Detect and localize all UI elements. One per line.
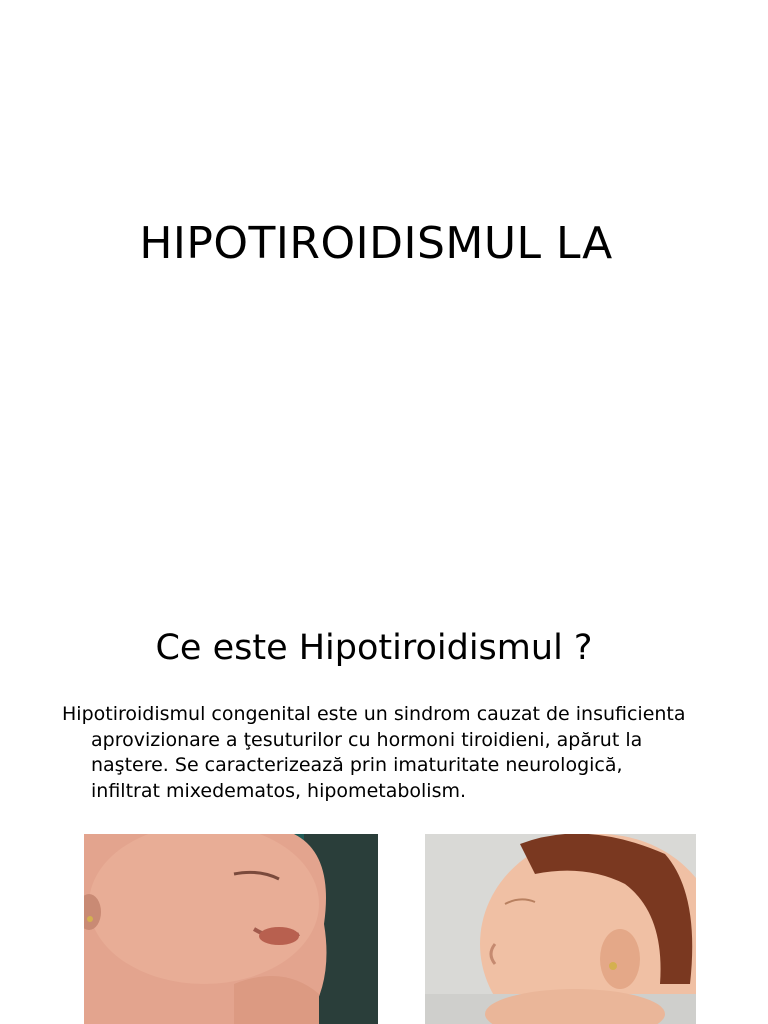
definition-paragraph: Hipotiroidismul congenital este un sindrom cauzat de insuficienta aprovizionare a ţesuturilor cu hormoni tiroidieni, apărut la naştere. Se caracterizează prin imaturitate neurologică, infiltrat mixedematos, hipometabolism.: [62, 703, 686, 802]
infant-photo-left: [84, 834, 378, 1024]
infant-photo-right: [425, 834, 696, 1024]
section-title: Ce este Hipotiroidismul ?: [155, 628, 593, 668]
slide-title: HIPOTIROIDISMUL LA: [139, 218, 613, 269]
